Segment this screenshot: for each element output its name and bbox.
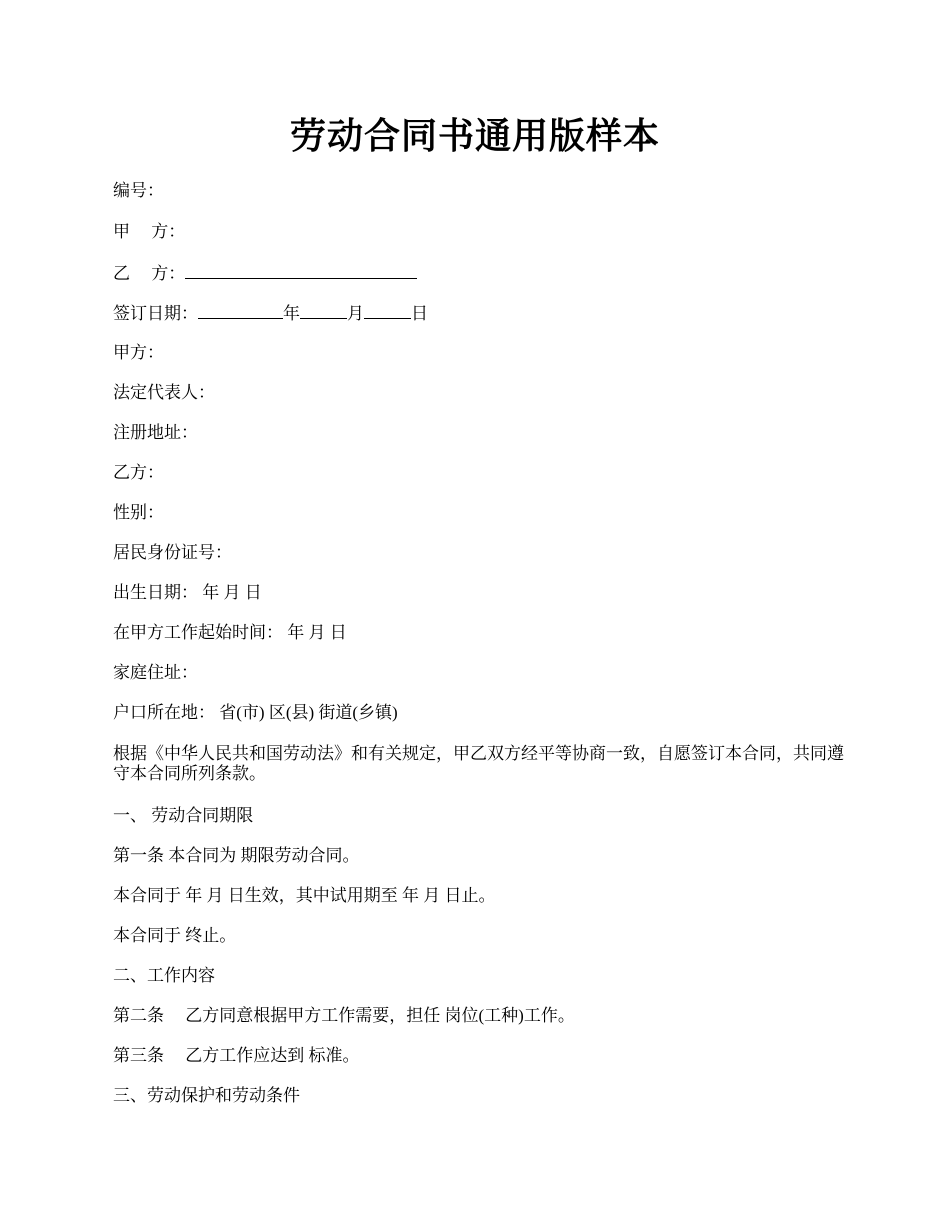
party-a-line: 甲 方： [113,222,186,241]
sign-date-label: 签订日期： [113,304,198,323]
sign-month-label: 月 [347,304,364,323]
sign-day-label: 日 [411,304,428,323]
household-registration-line: 户口所在地： 省(市) 区(县) 街道(乡镇) [113,703,398,722]
article-one: 第一条 本合同为 期限劳动合同。 [113,846,360,865]
section-heading-work: 二、工作内容 [113,966,215,985]
sign-day-blank [364,301,411,319]
home-address-line: 家庭住址： [113,663,198,682]
termination-line: 本合同于 终止。 [113,926,237,945]
effective-date-line: 本合同于 年 月 日生效，其中试用期至 年 月 日止。 [113,886,496,905]
serial-number-line: 编号： [113,181,164,200]
employer-line: 甲方： [113,343,164,362]
sign-month-blank [300,301,347,319]
party-b-line [113,261,853,285]
article-three: 第三条 乙方工作应达到 标准。 [113,1046,360,1065]
legal-rep-line: 法定代表人： [113,383,215,402]
section-heading-term: 一、 劳动合同期限 [113,806,254,825]
sign-year-blank [198,301,283,319]
article-two: 第二条 乙方同意根据甲方工作需要，担任 岗位(工种)工作。 [113,1006,575,1025]
registered-address-line: 注册地址： [113,423,198,442]
gender-line: 性别： [113,503,164,522]
section-heading-protection: 三、劳动保护和劳动条件 [113,1086,300,1105]
document-title: 劳动合同书通用版样本 [289,116,660,156]
sign-date-line [113,301,853,325]
id-number-line: 居民身份证号： [113,543,232,562]
birth-date-line: 出生日期： 年 月 日 [113,583,262,602]
party-b-label: 乙 方： [113,264,186,283]
sign-year-label: 年 [283,304,300,323]
employee-line: 乙方： [113,463,164,482]
party-b-blank [185,261,417,279]
intro-paragraph: 根据《中华人民共和国劳动法》和有关规定，甲乙双方经平等协商一致，自愿签订本合同，共同遵守本合同所列条款。 [113,744,844,783]
start-date-line: 在甲方工作起始时间： 年 月 日 [113,623,347,642]
